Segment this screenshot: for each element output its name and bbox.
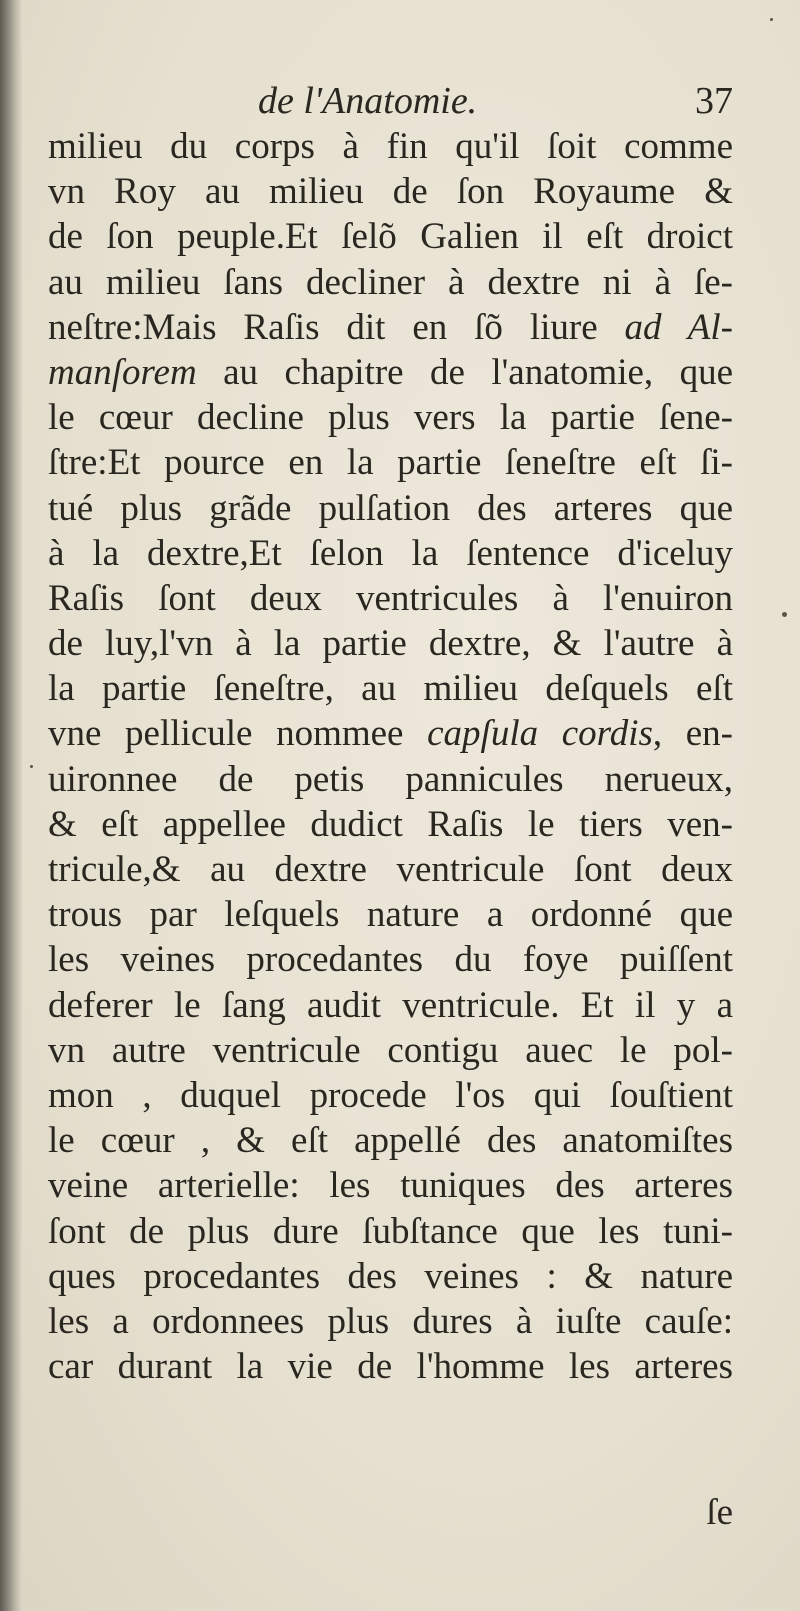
text-line: & eſt appellee dudict Raſis le tiers ven- xyxy=(48,803,733,845)
text-line: Raſis ſont deux ventricules à l'enuiron xyxy=(48,577,733,619)
text-line: vn autre ventricule contigu auec le pol- xyxy=(48,1029,733,1071)
text-line: au milieu ſans decliner à dextre ni à ſe- xyxy=(48,261,733,303)
italic-latin-term: capſula cordis xyxy=(427,713,653,755)
text-line: ſont de plus dure ſubſtance que les tuni- xyxy=(48,1210,733,1252)
text-line: vne pellicule nommee capſula cordis, en- xyxy=(48,713,734,755)
text-line: milieu du corps à fin qu'il ſoit comme xyxy=(48,126,733,167)
text-line: les a ordonnees plus dures à iuſte cauſe: xyxy=(48,1300,733,1342)
text-line: le cœur decline plus vers la partie ſene- xyxy=(48,397,733,439)
text-line: deferer le ſang audit ventricule. Et il y a xyxy=(48,984,733,1026)
text-line: mon , duquel procede l'os qui ſouſtient xyxy=(48,1074,733,1116)
ink-speck xyxy=(770,18,773,21)
text-line: de luy,l'vn à la partie dextre, & l'autre à xyxy=(48,623,733,665)
text-line: neſtre:Mais Raſis dit en ſõ liure ad Al- xyxy=(48,306,733,348)
text-line: vn Roy au milieu de ſon Royaume & xyxy=(48,171,733,213)
text-line: de ſon peuple.Et ſelõ Galien il eſt droict xyxy=(48,216,733,258)
text-line: car durant la vie de l'homme les arteres xyxy=(48,1346,733,1388)
text-line: les veines procedantes du foye puiſſent xyxy=(48,939,733,981)
body-text xyxy=(48,124,733,1389)
catchword: ſe xyxy=(706,1492,733,1533)
text-line: le cœur , & eſt appellé des anatomiſtes xyxy=(48,1120,733,1162)
italic-latin-title: ad Al- xyxy=(624,306,733,348)
text-line: manſorem au chapitre de l'anatomie, que xyxy=(48,351,733,393)
page-header xyxy=(48,70,733,130)
text-line: la partie ſeneſtre, au milieu deſquels eſt xyxy=(48,668,733,710)
page-number: 37 xyxy=(695,80,733,122)
text-line: ques procedantes des veines : & nature xyxy=(48,1255,733,1297)
running-title: de l'Anatomie. xyxy=(258,80,478,122)
text-line: tué plus grãde pulſation des arteres que xyxy=(48,487,733,529)
text-line: à la dextre,Et ſelon la ſentence d'iceluy xyxy=(48,532,733,574)
text-line: ſtre:Et pource en la partie ſeneſtre eſt ſi- xyxy=(48,442,733,484)
text-line: trous par leſquels nature a ordonné que xyxy=(48,894,733,936)
ink-speck xyxy=(30,765,33,768)
page-binding-shadow xyxy=(0,0,22,1611)
text-line: tricule,& au dextre ventricule ſont deux xyxy=(48,849,733,890)
ink-speck xyxy=(782,612,787,617)
text-line: uironnee de petis pannicules nerueux, xyxy=(48,758,733,800)
text-line: veine arterielle: les tuniques des arteres xyxy=(48,1165,733,1207)
italic-latin-title: manſorem xyxy=(48,351,197,393)
